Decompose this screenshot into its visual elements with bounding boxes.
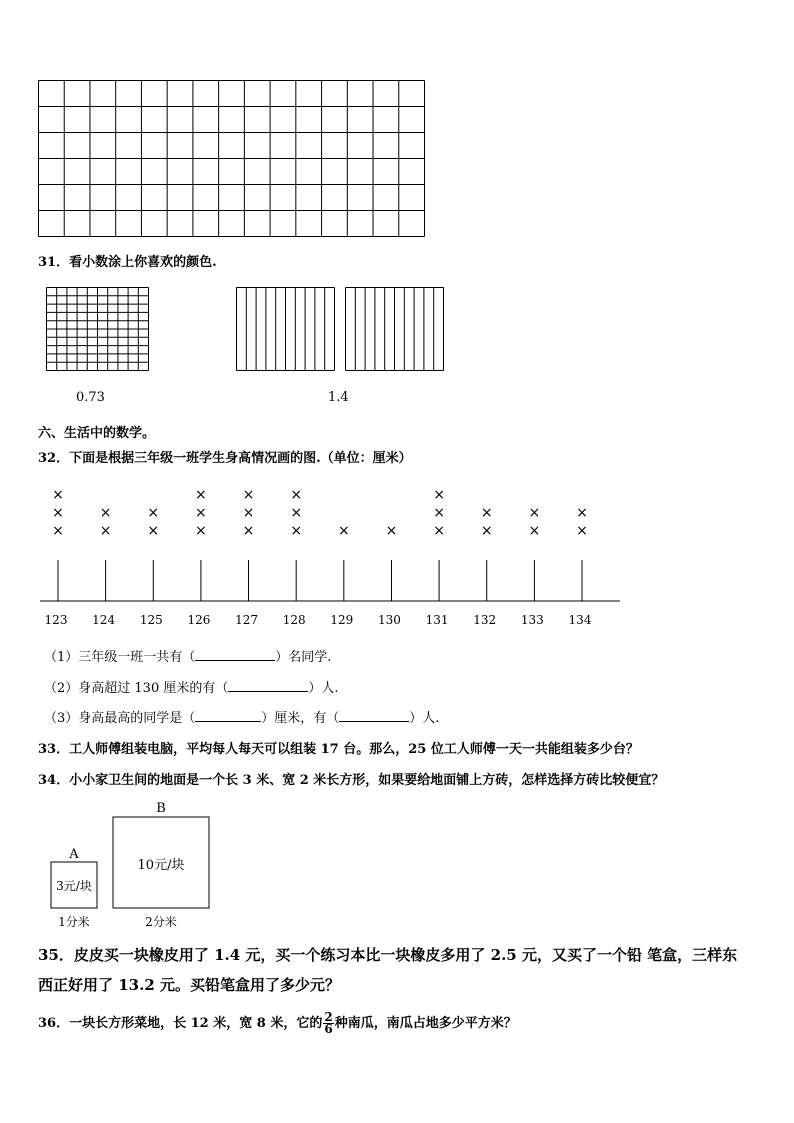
q32-text: 32．下面是根据三年级一班学生身高情况画的图.（单位：厘米） (38, 451, 412, 466)
data-point-marker: × (242, 487, 255, 503)
data-point-marker: × (195, 505, 207, 521)
tick-label: 133 (520, 613, 544, 627)
data-point-marker: × (290, 523, 303, 539)
tile-diagram (0, 790, 260, 940)
data-point-marker: × (242, 505, 255, 521)
q36-fraction (323, 1012, 333, 1035)
q32-blank3[interactable] (195, 709, 261, 722)
q32-part1-a: （1）三年级一班一共有（ (44, 650, 196, 665)
tile-a-size: 1分米 (58, 915, 90, 929)
q32-part1-b: ）名同学. (275, 650, 332, 665)
tick-label: 128 (282, 613, 306, 627)
tick-label: 124 (92, 613, 116, 627)
data-point-marker: × (147, 505, 160, 521)
data-point-marker: × (385, 523, 398, 539)
data-point-marker: × (99, 505, 112, 521)
tick-label: 127 (235, 613, 258, 627)
q32-part3 (44, 707, 439, 726)
q32-blank1[interactable] (195, 648, 275, 661)
q36-text-b: 种南瓜，南瓜占地多少平方米？ (334, 1016, 517, 1031)
tick-label: 126 (187, 613, 211, 627)
tile-b-price: 10元/块 (137, 858, 185, 873)
q36-text-a: 36．一块长方形菜地，长 12 米，宽 8 米，它的 (38, 1016, 323, 1031)
q32-part1 (44, 646, 331, 665)
q31-text: 31．看小数涂上你喜欢的颜色. (38, 255, 217, 270)
data-point-marker: × (52, 487, 64, 503)
tick-label: 134 (568, 613, 592, 627)
data-point-marker: × (52, 523, 64, 539)
data-point-marker: × (480, 505, 493, 521)
tick-label: 123 (44, 613, 68, 627)
tile-a-price: 3元/块 (56, 879, 92, 893)
tick-label: 130 (378, 613, 401, 627)
q32-part3-c: ）人. (409, 711, 440, 726)
q32-blank4[interactable] (339, 709, 409, 722)
tile-b-label: B (156, 801, 166, 816)
q35-line2: 西正好用了 13.2 元。买铅笔盒用了多少元？ (38, 976, 340, 994)
data-point-marker: × (337, 523, 350, 539)
q33-text: 33．工人师傅组装电脑，平均每人每天可以组装 17 台。那么，25 位工人师傅一天一共能组装多少台？ (38, 742, 639, 757)
tick-label: 125 (139, 613, 163, 627)
data-point-marker: × (433, 523, 445, 539)
q36-fraction-den: 6 (324, 1022, 333, 1036)
q36-text (38, 1012, 517, 1035)
tile-b-size: 2分米 (145, 915, 177, 929)
q32-part2-a: （2）身高超过 130 厘米的有（ (44, 681, 229, 696)
q32-blank2[interactable] (228, 679, 308, 692)
decimal-label-073: 0.73 (76, 390, 105, 405)
tile-a-label: A (69, 847, 79, 862)
data-point-marker: × (576, 523, 588, 539)
data-point-marker: × (528, 523, 541, 539)
data-point-marker: × (52, 505, 64, 521)
data-point-marker: × (147, 523, 160, 539)
tick-label: 132 (473, 613, 497, 627)
data-point-marker: × (195, 523, 207, 539)
q34-text: 34．小小家卫生间的地面是一个长 3 米、宽 2 米长方形，如果要给地面铺上方砖，怎样选择方砖比较便宜？ (38, 773, 665, 788)
data-point-marker: × (433, 487, 445, 503)
data-point-marker: × (576, 505, 588, 521)
decimal-label-14: 1.4 (328, 390, 349, 405)
data-point-marker: × (242, 523, 255, 539)
q35-line1: 35．皮皮买一块橡皮用了 1.4 元，买一个练习本比一块橡皮多用了 2.5 元，又买了一个铅 笔盒，三样东 (38, 946, 738, 964)
data-point-marker: × (290, 505, 303, 521)
data-point-marker: × (99, 523, 112, 539)
q32-part2-b: ）人. (308, 681, 339, 696)
q32-part3-a: （3）身高最高的同学是（ (44, 711, 196, 726)
data-point-marker: × (195, 487, 207, 503)
q36-fraction-num: 2 (324, 1010, 333, 1024)
q32-part2 (44, 677, 339, 696)
tick-label: 131 (425, 613, 449, 627)
q32-part3-b: ）厘米，有（ (261, 711, 340, 726)
section-title: 六、生活中的数学。 (38, 426, 156, 441)
data-point-marker: × (290, 487, 303, 503)
data-point-marker: × (480, 523, 493, 539)
data-point-marker: × (433, 505, 445, 521)
tick-label: 129 (330, 613, 354, 627)
data-point-marker: × (528, 505, 541, 521)
